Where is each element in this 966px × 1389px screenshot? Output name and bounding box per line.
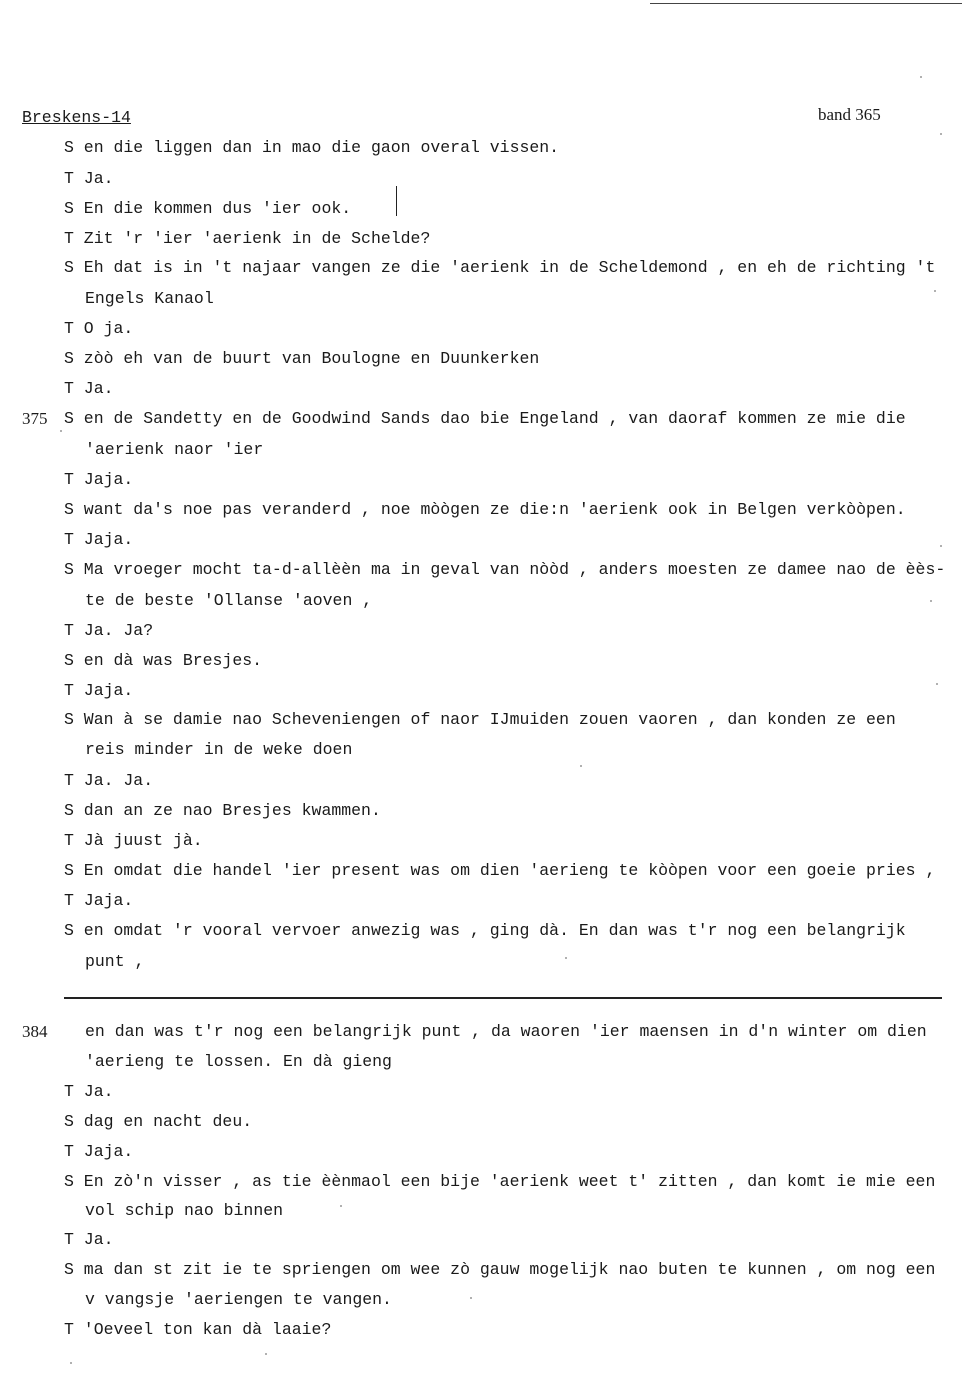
transcript-line: S En omdat die handel 'ier present was om dien 'aerieng te kòòpen voor een goeie pries ,: [64, 861, 936, 880]
transcript-line-continuation: 'aerieng te lossen. En dà gieng: [85, 1052, 392, 1071]
transcript-line: S Ma vroeger mocht ta-d-allèèn ma in geval van nòòd , anders moesten ze damee nao de èès-: [64, 560, 946, 579]
scan-speck: [936, 683, 938, 685]
margin-line-number: 375: [22, 409, 48, 428]
transcript-line: T Ja.: [64, 1082, 114, 1101]
transcript-line-continuation: punt ,: [85, 952, 145, 971]
transcript-line: T 'Oeveel ton kan dà laaie?: [64, 1320, 332, 1339]
scan-speck: [934, 290, 936, 292]
transcript-line-continuation: Engels Kanaol: [85, 289, 214, 308]
transcript-line-continuation: en dan was t'r nog een belangrijk punt , da waoren 'ier maensen in d'n winter om dien: [85, 1022, 927, 1041]
transcript-line: T Jaja.: [64, 470, 134, 489]
transcript-line: S en dà was Bresjes.: [64, 651, 263, 670]
scan-speck: [470, 1297, 472, 1299]
transcript-line: T Jaja.: [64, 891, 134, 910]
transcript-line: S Wan à se damie nao Scheveniengen of naor IJmuiden zouen vaoren , dan konden ze een: [64, 710, 896, 729]
transcript-line: S ma dan st zit ie te spriengen om wee zò gauw mogelijk nao buten te kunnen , om nog een: [64, 1260, 936, 1279]
scan-speck: [930, 600, 932, 602]
transcript-line: S en omdat 'r vooral vervoer anwezig was , ging dà. En dan was t'r nog een belangrijk: [64, 921, 906, 940]
section-divider: [64, 997, 942, 999]
transcript-line: S dag en nacht deu.: [64, 1112, 253, 1131]
margin-line-number: 384: [22, 1022, 48, 1041]
transcript-line: T Ja. Ja.: [64, 771, 154, 790]
scan-speck: [340, 1205, 342, 1207]
vertical-mark: [396, 186, 397, 216]
transcript-line-continuation: v vangsje 'aeriengen te vangen.: [85, 1290, 392, 1309]
top-rule: [650, 3, 962, 4]
scan-speck: [940, 133, 942, 135]
transcript-line: T O ja.: [64, 319, 134, 338]
document-header-tape: band 365: [818, 105, 881, 124]
scan-speck: [70, 1362, 72, 1364]
transcript-line: S en de Sandetty en de Goodwind Sands dao bie Engeland , van daoraf kommen ze mie die: [64, 409, 906, 428]
transcript-line: S en die liggen dan in mao die gaon overal vissen.: [64, 138, 560, 157]
transcript-line: T Jaja.: [64, 1142, 134, 1161]
scan-speck: [265, 1353, 267, 1355]
transcript-line: S En die kommen dus 'ier ook.: [64, 199, 352, 218]
document-header-title: Breskens-14: [22, 108, 131, 127]
transcript-line: S dan an ze nao Bresjes kwammen.: [64, 801, 381, 820]
transcript-line-continuation: vol schip nao binnen: [85, 1201, 284, 1220]
transcript-line: T Ja.: [64, 169, 114, 188]
transcript-line-continuation: te de beste 'Ollanse 'aoven ,: [85, 591, 373, 610]
transcript-line-continuation: 'aerienk naor 'ier: [85, 440, 264, 459]
transcript-line-continuation: reis minder in de weke doen: [85, 740, 353, 759]
scan-speck: [920, 76, 922, 78]
transcript-line: T Ja.: [64, 1230, 114, 1249]
transcript-line: T Jaja.: [64, 681, 134, 700]
transcript-line: S Eh dat is in 't najaar vangen ze die 'aerienk in de Scheldemond , en eh de richting 't: [64, 258, 936, 277]
transcript-line: S En zò'n visser , as tie èènmaol een bije 'aerienk weet t' zitten , dan komt ie mie een: [64, 1172, 936, 1191]
transcript-line: S want da's noe pas veranderd , noe mòògen ze die:n 'aerienk ook in Belgen verkòòpen.: [64, 500, 906, 519]
scan-speck: [60, 430, 62, 432]
scan-speck: [580, 765, 582, 767]
transcript-line: T Jaja.: [64, 530, 134, 549]
transcript-line: T Ja. Ja?: [64, 621, 154, 640]
scan-speck: [565, 957, 567, 959]
transcript-line: T Ja.: [64, 379, 114, 398]
transcript-line: S zòò eh van de buurt van Boulogne en Duunkerken: [64, 349, 540, 368]
transcript-line: T Zit 'r 'ier 'aerienk in de Schelde?: [64, 229, 431, 248]
scan-speck: [940, 545, 942, 547]
transcript-line: T Jà juust jà.: [64, 831, 203, 850]
